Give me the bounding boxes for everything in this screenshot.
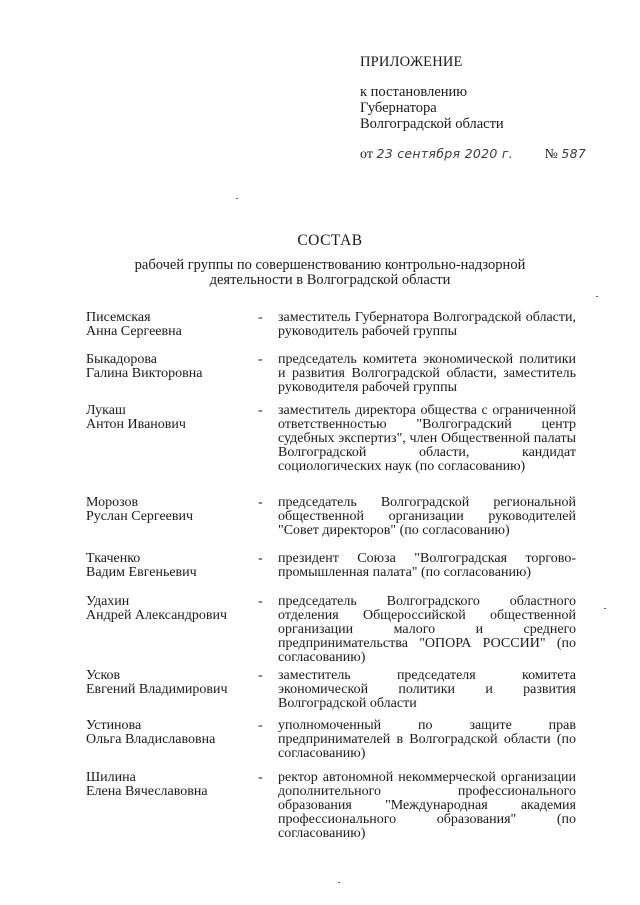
member-dash: - (258, 668, 263, 683)
member-role: ректор автономной некоммерческой организации дополнительного профессионального образования "Международная академия профессионального образования" (по согласованию) (278, 770, 576, 841)
member-surname: Быкадорова (86, 352, 158, 367)
scan-speck (604, 608, 606, 609)
member-given-name: Елена Вячеславовна (86, 784, 208, 799)
member-name (86, 496, 258, 524)
member-dash: - (258, 770, 263, 785)
member-name (86, 311, 258, 339)
member-given-name: Галина Викторовна (86, 366, 203, 381)
annex-date-line (360, 146, 586, 163)
member-dash: - (258, 310, 263, 325)
member-surname: Шилина (86, 770, 136, 785)
member-dash: - (258, 718, 263, 733)
scan-speck (596, 296, 598, 297)
member-entry (86, 552, 576, 595)
member-role: председатель Волгоградского областного отделения Общероссийской общественной организации малого и среднего предпринимательства "ОПОРА РОССИИ" (по согласованию) (278, 594, 576, 665)
date-prefix: от (360, 147, 373, 162)
member-given-name: Ольга Владиславовна (86, 732, 216, 747)
document-title: СОСТАВ (297, 232, 363, 249)
member-surname: Устинова (86, 718, 142, 733)
member-given-name: Андрей Александрович (86, 608, 228, 623)
member-name (86, 771, 258, 799)
member-dash: - (258, 403, 263, 418)
member-given-name: Евгений Владимирович (86, 682, 228, 697)
member-dash: - (258, 352, 263, 367)
annex-line: к постановлению (360, 84, 468, 100)
member-given-name: Анна Сергеевна (86, 324, 182, 339)
member-dash: - (258, 495, 263, 510)
member-surname: Усков (86, 668, 121, 683)
member-role: заместитель Губернатора Волгоградской области, руководитель рабочей группы (278, 310, 576, 339)
member-given-name: Антон Иванович (86, 417, 186, 432)
member-name (86, 595, 258, 623)
date-value: 23 сентября 2020 г. (376, 146, 514, 161)
annex-line: Волгоградской области (360, 116, 504, 132)
member-entry (86, 669, 576, 719)
member-role: президент Союза "Волгоградская торгово-промышленная палата" (по согласованию) (278, 551, 576, 580)
document-subtitle-line: деятельности в Волгоградской области (209, 272, 451, 288)
member-entry (86, 311, 576, 353)
member-surname: Удахин (86, 594, 130, 609)
member-given-name: Руслан Сергеевич (86, 509, 194, 524)
member-entry (86, 404, 576, 496)
annex-line: Губернатора (360, 100, 437, 116)
document-subtitle-line: рабочей группы по совершенствованию контрольно-надзорной (134, 257, 526, 273)
member-name (86, 552, 258, 580)
annex-title: ПРИЛОЖЕНИЕ (360, 54, 463, 70)
member-dash: - (258, 551, 263, 566)
member-role: заместитель директора общества с ограниченной ответственностью "Волгоградский центр судебных экспертиз", член Общественной палаты Волгоградской области, кандидат социологических наук (по согласованию) (278, 403, 576, 474)
member-entry (86, 770, 576, 841)
member-role: заместитель председателя комитета экономической политики и развития Волгоградской области (278, 668, 576, 711)
member-surname: Лукаш (86, 403, 126, 418)
number-value: 587 (561, 146, 587, 161)
member-name (86, 719, 258, 747)
scan-speck (236, 198, 238, 199)
members-list (86, 310, 576, 841)
member-entry (86, 595, 576, 669)
member-surname: Писемская (86, 310, 151, 325)
member-role: уполномоченный по защите прав предпринимателей в Волгоградской области (по согласованию) (278, 718, 576, 761)
member-surname: Ткаченко (86, 551, 141, 566)
member-given-name: Вадим Евгеньевич (86, 565, 197, 580)
member-entry (86, 496, 576, 552)
member-surname: Морозов (86, 495, 139, 510)
member-name (86, 353, 258, 381)
title-block (0, 232, 640, 288)
member-role: председатель Волгоградской региональной общественной организации руководителей "Совет директоров" (по согласованию) (278, 495, 576, 538)
member-entry (86, 353, 576, 404)
member-name (86, 669, 258, 697)
member-dash: - (258, 594, 263, 609)
member-entry (86, 719, 576, 771)
member-role: председатель комитета экономической политики и развития Волгоградской области, заместитель руководителя рабочей группы (278, 352, 576, 395)
annex-block (360, 54, 586, 163)
member-name (86, 404, 258, 432)
scan-speck (338, 882, 340, 883)
number-label: № (544, 147, 558, 162)
